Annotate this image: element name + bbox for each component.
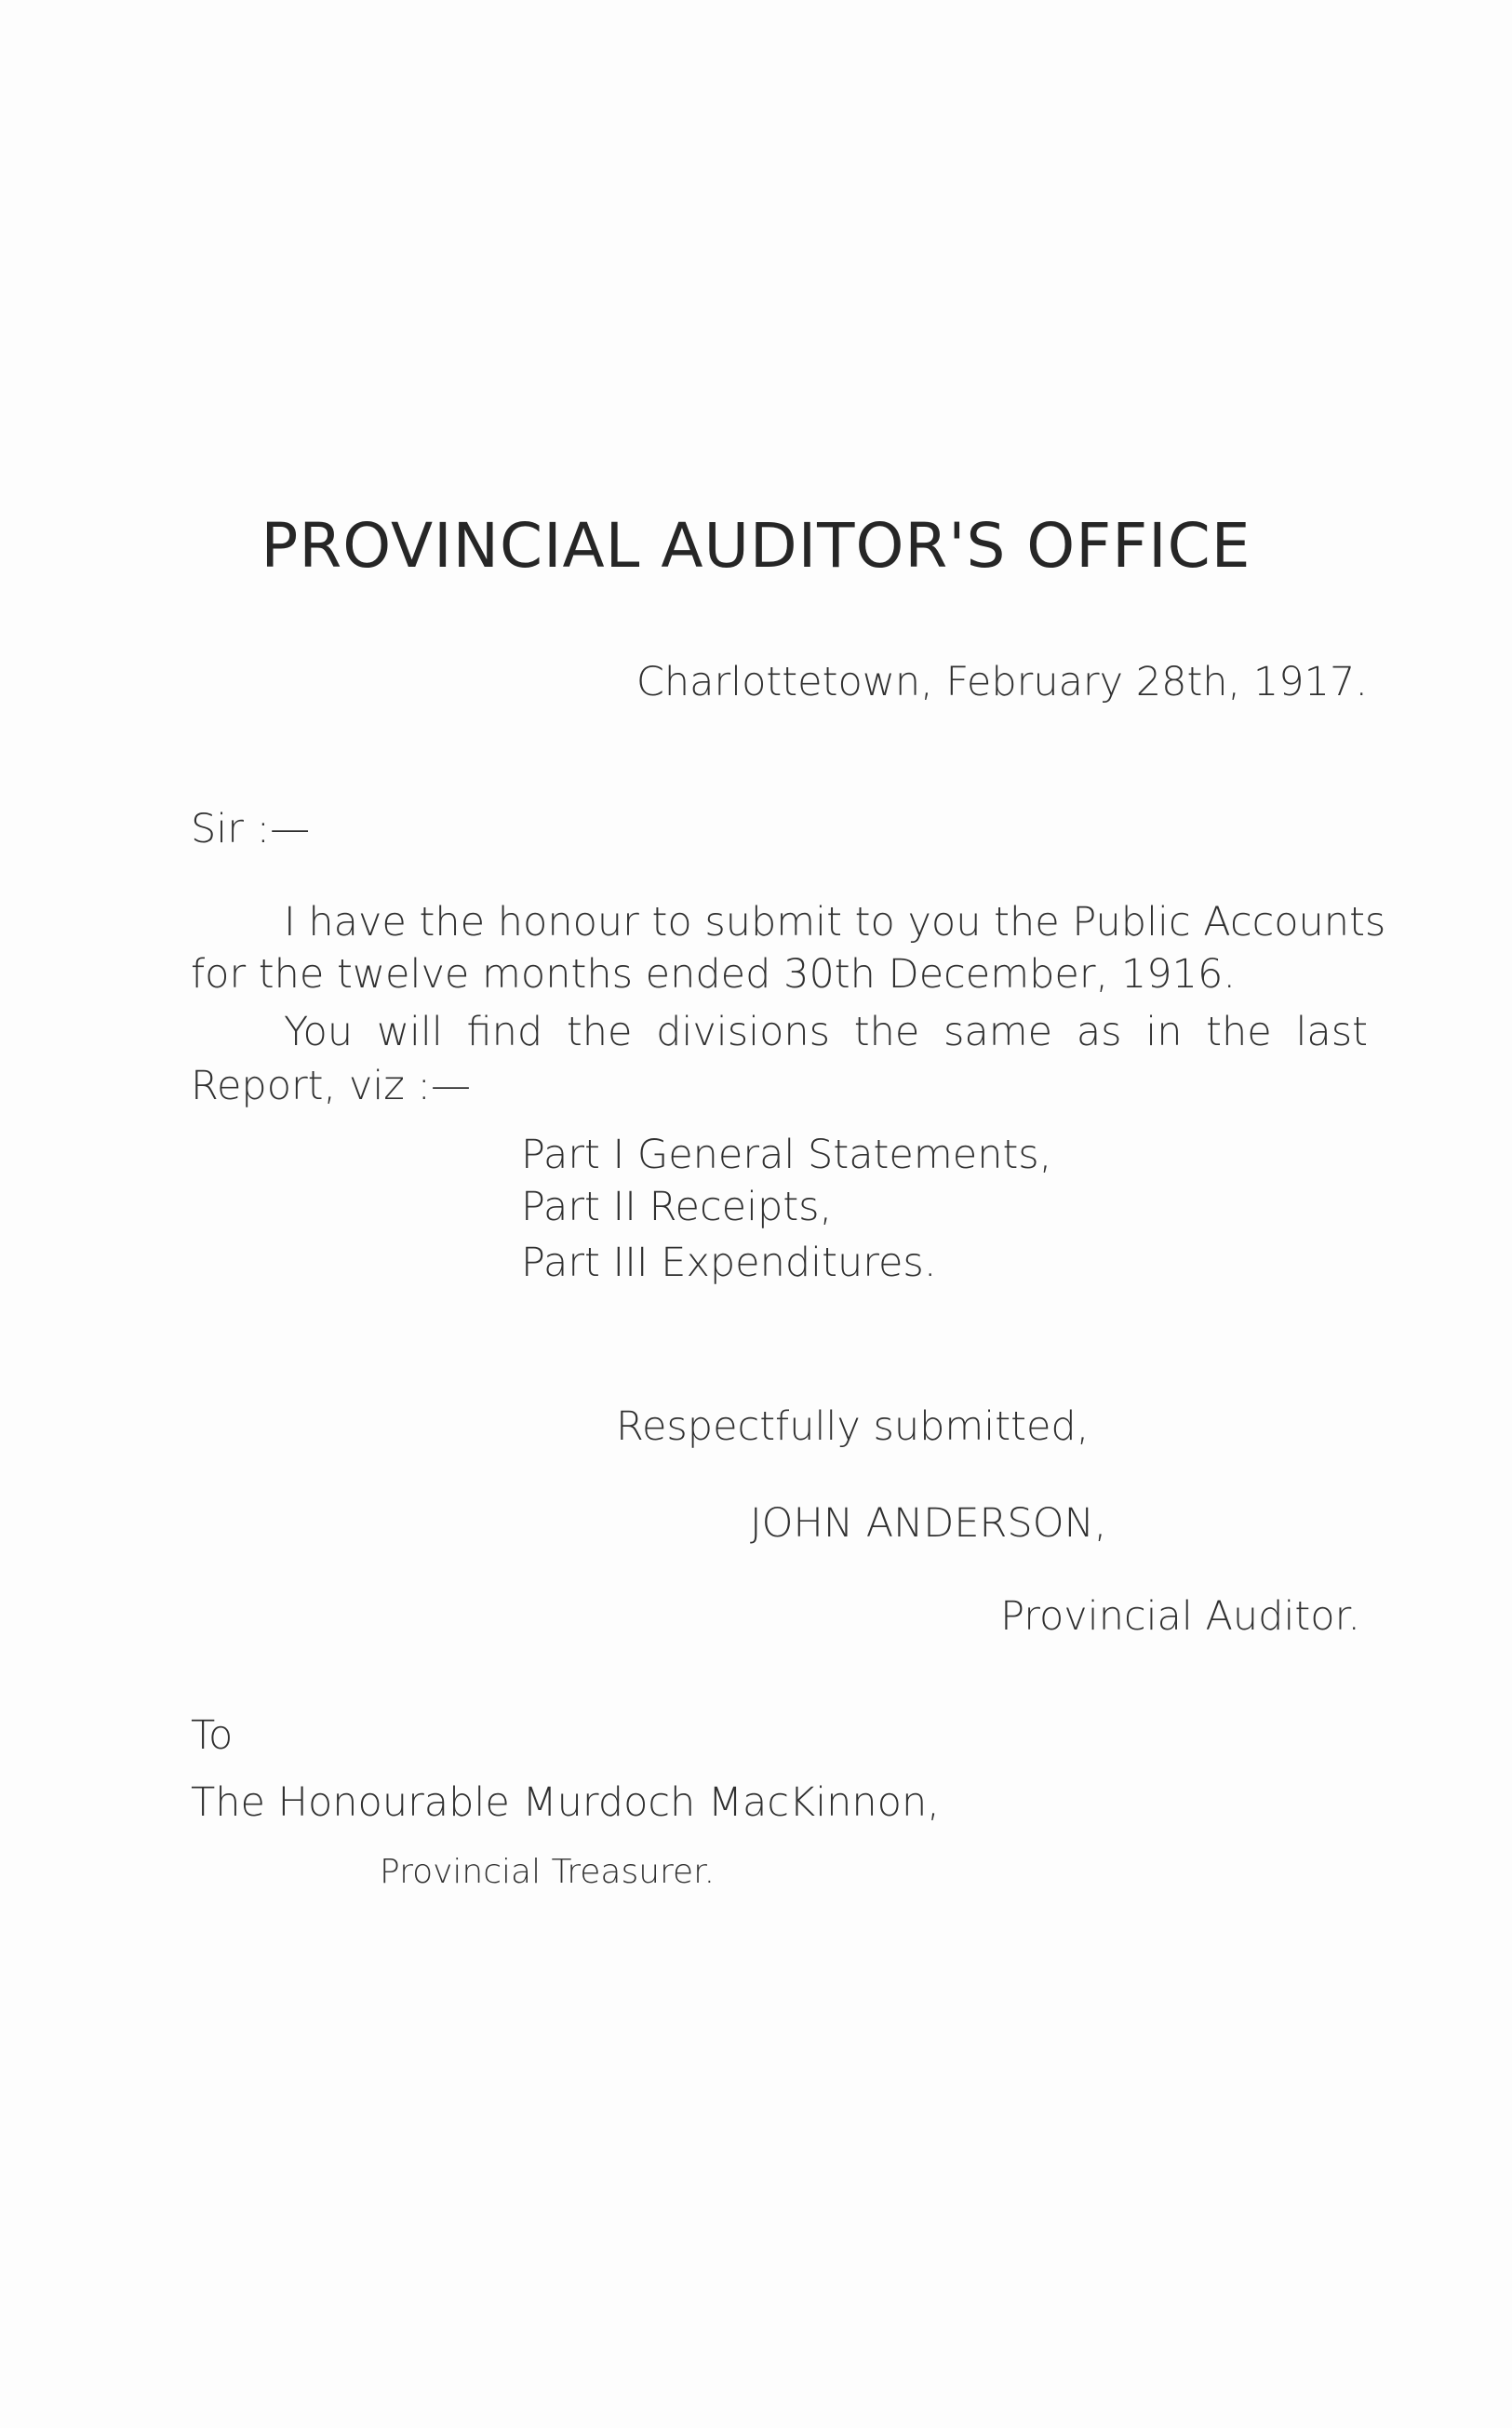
paragraph1-line2: for the twelve months ended 30th December, 1916. xyxy=(191,951,1236,998)
office-heading: PROVINCIAL AUDITOR'S OFFICE xyxy=(261,510,1251,582)
to-line: To xyxy=(191,1712,234,1759)
addressee-title: Provincial Treasurer. xyxy=(380,1853,716,1891)
salutation: Sir :— xyxy=(191,806,311,852)
paragraph1-line1 xyxy=(191,899,1386,947)
part-item: Part III Expenditures. xyxy=(521,1240,937,1286)
addressee-name: The Honourable Murdoch MacKinnon, xyxy=(191,1779,940,1826)
part-item: Part I General Statements, xyxy=(521,1132,1052,1178)
signer-title: Provincial Auditor. xyxy=(1000,1593,1360,1640)
date-line: Charlottetown, February 28th, 1917. xyxy=(636,659,1368,705)
paragraph2-line1 xyxy=(191,1009,1368,1057)
paragraph2-line2: Report, viz :— xyxy=(191,1063,471,1109)
signer-name: JOHN ANDERSON, xyxy=(750,1500,1107,1547)
closing-line: Respectfully submitted, xyxy=(616,1403,1090,1450)
paragraph2-line1-text: You will find the divisions the same as in the last xyxy=(284,1009,1368,1055)
part-item: Part II Receipts, xyxy=(521,1184,833,1230)
paragraph1-line1-text: I have the honour to submit to you the Public Accounts xyxy=(284,899,1386,946)
